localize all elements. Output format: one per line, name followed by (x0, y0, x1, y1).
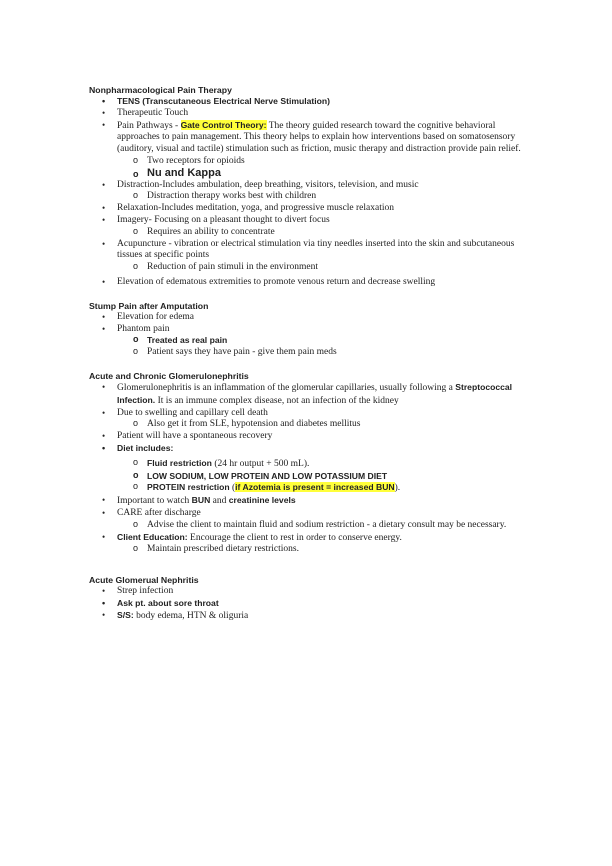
list-item: • CARE after discharge (89, 508, 529, 520)
item-text: ). (394, 483, 401, 494)
bullet-list (89, 312, 529, 359)
list-subitem: o Maintain prescribed dietary restrictions. (89, 544, 529, 556)
section-title: Nonpharmacological Pain Therapy (89, 85, 232, 95)
list-subitem (89, 482, 529, 495)
document-body (89, 84, 529, 633)
list-item: • Elevation of edematous extremities to promote venous return and decrease swelling (89, 277, 529, 289)
item-text: It is an immune complex disease, not an infection of the kidney (155, 395, 399, 406)
list-subitem: o Two receptors for opioids (89, 156, 529, 168)
bullet-list (89, 382, 529, 556)
bullet-list (89, 586, 529, 622)
list-item: • Phantom pain (89, 324, 529, 336)
item-text: ( (229, 483, 236, 494)
bold-term: creatinine levels (228, 495, 296, 506)
bold-term: Fluid restriction (147, 457, 212, 468)
list-item: • Strep infection (89, 586, 529, 598)
bullet-list (89, 96, 529, 289)
list-subitem: o Requires an ability to concentrate (89, 227, 529, 239)
list-subitem (89, 458, 529, 471)
section-stump (89, 300, 529, 359)
section-glomerulonephritis (89, 370, 529, 556)
list-item: • Imagery- Focusing on a pleasant thought to divert focus (89, 215, 529, 227)
bold-term: PROTEIN restriction (147, 482, 230, 493)
section-title: Stump Pain after Amputation (89, 300, 209, 311)
list-item: • Distraction-Includes ambulation, deep breathing, visitors, television, and music (89, 180, 529, 192)
item-text: and (210, 496, 229, 507)
section-nonpharm (89, 84, 529, 289)
item-text: The theory guided research toward the cognitive behavioral approaches to pain management. This theory helps to explain how interventions based on somatosensory (auditory, visual and tactile) stimulation such as friction, music therapy and distraction provide pain relief. (117, 120, 521, 155)
list-item: • Acupuncture - vibration or electrical stimulation via tiny needles inserted into the skin and subcutaneous tissues at specific points (89, 239, 529, 263)
bold-term: S/S: (117, 609, 134, 620)
item-text: Pain Pathways - (117, 120, 181, 131)
list-item: • Due to swelling and capillary cell death (89, 408, 529, 420)
list-subitem: o LOW SODIUM, LOW PROTEIN AND LOW POTASSIUM DIET (89, 471, 529, 483)
section-title: Acute and Chronic Glomerulonephritis (89, 370, 249, 381)
item-text: (24 hr output + 500 mL). (211, 458, 310, 469)
list-subitem: o Reduction of pain stimuli in the environment (89, 262, 529, 274)
item-text: Important to watch (117, 496, 192, 507)
highlighted-term: Gate Control Theory: (180, 119, 267, 130)
item-text: Encourage the client to rest in order to conserve energy. (187, 532, 402, 543)
section-title: Acute Glomerual Nephritis (89, 575, 199, 586)
bold-term: BUN (191, 495, 211, 506)
list-subitem: o Treated as real pain (89, 335, 529, 347)
list-item: • Diet includes: (89, 443, 529, 455)
list-item: • Relaxation-Includes meditation, yoga, and progressive muscle relaxation (89, 203, 529, 215)
bold-term: Streptococcal Infection. (117, 381, 513, 405)
list-subitem: o Also get it from SLE, hypotension and diabetes mellitus (89, 419, 529, 431)
list-item: • Therapeutic Touch (89, 108, 529, 120)
list-item (89, 610, 529, 623)
list-item (89, 495, 529, 508)
list-item (89, 382, 529, 408)
highlighted-term: if Azotemia is present = increased BUN (235, 482, 395, 493)
list-subitem: o Nu and Kappa (89, 168, 529, 180)
list-subitem: o Advise the client to maintain fluid and sodium restriction - a dietary consult may be necessary. (89, 520, 529, 532)
list-item (89, 120, 529, 156)
list-item: • Patient will have a spontaneous recovery (89, 431, 529, 443)
section-acute-glomerual (89, 574, 529, 622)
list-item (89, 532, 529, 545)
item-text: Glomerulonephritis is an inflammation of the glomerular capillaries, usually following a (117, 382, 456, 393)
list-subitem: o Distraction therapy works best with children (89, 191, 529, 203)
list-item: • TENS (Transcutaneous Electrical Nerve Stimulation) (89, 96, 529, 108)
item-text: body edema, HTN & oliguria (133, 610, 249, 621)
bold-term: Client Education: (117, 531, 188, 542)
list-item: • Ask pt. about sore throat (89, 598, 529, 610)
list-subitem: o Patient says they have pain - give them pain meds (89, 347, 529, 359)
list-item: • Elevation for edema (89, 312, 529, 324)
